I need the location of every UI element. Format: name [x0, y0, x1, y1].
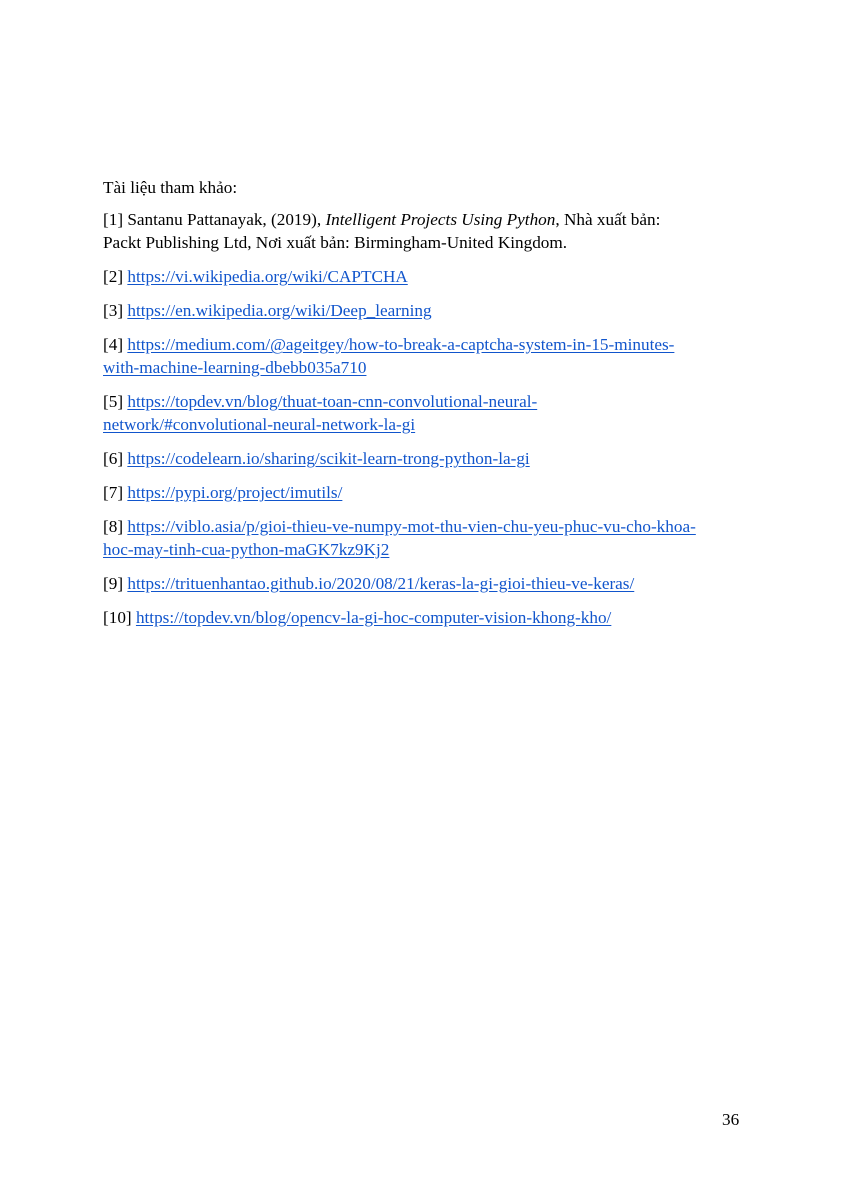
reference-link-line-2[interactable]: network/#convolutional-neural-network-la-gi — [103, 415, 416, 434]
reference-link[interactable]: https://en.wikipedia.org/wiki/Deep_learning — [127, 301, 432, 320]
reference-link-line-2[interactable]: with-machine-learning-dbebb035a710 — [103, 358, 367, 377]
reference-item-2 — [103, 265, 763, 288]
reference-link[interactable]: https://trituenhantao.github.io/2020/08/21/keras-la-gi-gioi-thieu-ve-keras/ — [127, 574, 635, 593]
reference-item-3 — [103, 299, 763, 322]
reference-item-5 — [103, 390, 763, 436]
reference-link[interactable]: https://vi.wikipedia.org/wiki/CAPTCHA — [127, 267, 408, 286]
reference-number: [4] — [103, 335, 124, 354]
reference-link[interactable]: https://pypi.org/project/imutils/ — [127, 483, 343, 502]
reference-link[interactable]: https://codelearn.io/sharing/scikit-learn-trong-python-la-gi — [127, 449, 530, 468]
reference-item-1 — [103, 208, 763, 254]
reference-book-title: Intelligent Projects Using Python — [325, 210, 556, 229]
reference-number: [3] — [103, 301, 124, 320]
reference-number: [5] — [103, 392, 124, 411]
reference-number: [8] — [103, 517, 124, 536]
reference-number: [1] — [103, 210, 124, 229]
page-number: 36 — [722, 1110, 740, 1129]
reference-number: [7] — [103, 483, 124, 502]
reference-item-9 — [103, 572, 763, 595]
reference-publisher-info: Packt Publishing Ltd, Nơi xuất bản: Birmingham-United Kingdom. — [103, 233, 568, 252]
reference-item-7 — [103, 481, 763, 504]
reference-authors: Santanu Pattanayak, (2019), — [127, 210, 326, 229]
reference-link-line-1[interactable]: https://viblo.asia/p/gioi-thieu-ve-numpy-mot-thu-vien-chu-yeu-phuc-vu-cho-khoa- — [127, 517, 696, 536]
reference-publisher-label: , Nhà xuất bản: — [555, 210, 661, 229]
reference-item-8 — [103, 515, 763, 561]
reference-item-6 — [103, 447, 763, 470]
reference-link-line-1[interactable]: https://topdev.vn/blog/thuat-toan-cnn-convolutional-neural- — [127, 392, 538, 411]
reference-number: [6] — [103, 449, 124, 468]
reference-link[interactable] — [103, 335, 674, 377]
reference-number: [10] — [103, 608, 132, 627]
reference-link-line-2[interactable]: hoc-may-tinh-cua-python-maGK7kz9Kj2 — [103, 540, 390, 559]
reference-link[interactable] — [103, 392, 537, 434]
reference-link[interactable] — [103, 517, 696, 559]
references-heading: Tài liệu tham khảo: — [103, 178, 238, 197]
reference-number: [9] — [103, 574, 124, 593]
reference-link-line-1[interactable]: https://medium.com/@ageitgey/how-to-break-a-captcha-system-in-15-minutes- — [127, 335, 675, 354]
reference-item-10 — [103, 606, 763, 629]
reference-item-4 — [103, 333, 763, 379]
references-section — [103, 176, 763, 640]
reference-link[interactable]: https://topdev.vn/blog/opencv-la-gi-hoc-computer-vision-khong-kho/ — [135, 608, 612, 627]
reference-number: [2] — [103, 267, 124, 286]
